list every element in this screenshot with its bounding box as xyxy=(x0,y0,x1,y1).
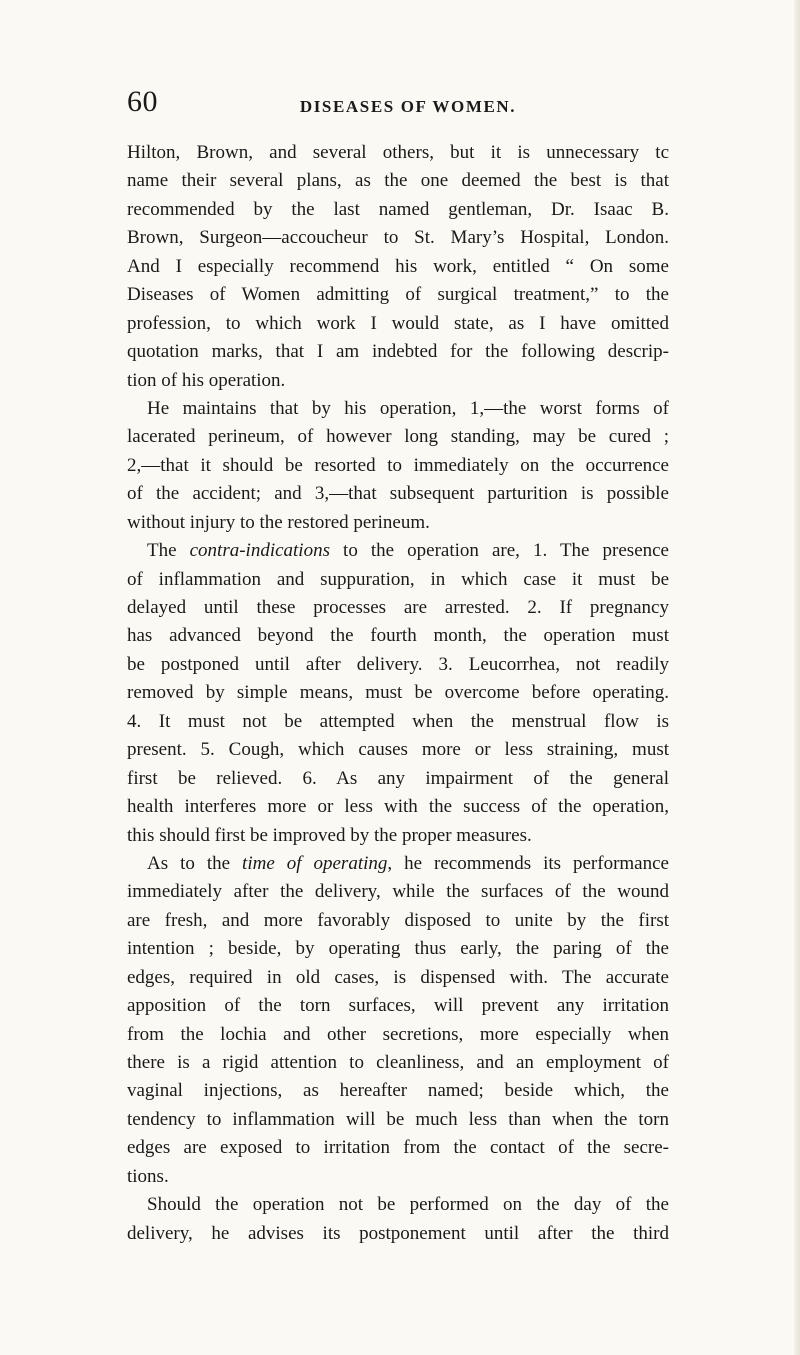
text-line: edges are exposed to irritation from the contact of the secre- xyxy=(127,1137,669,1159)
text-line: recommended by the last named gentleman, Dr. Isaac B. xyxy=(127,198,669,220)
paragraph xyxy=(127,1191,669,1248)
text-line: there is a rigid attention to cleanliness, and an employment of xyxy=(127,1052,669,1073)
text-line: Diseases of Women admitting of surgical treatment,” to the xyxy=(127,284,669,306)
text-line: this should first be improved by the proper measures. xyxy=(127,824,532,846)
text-line: first be relieved. 6. As any impairment of the general xyxy=(127,767,669,789)
text-line: of inflammation and suppuration, in which case it must be xyxy=(127,568,669,590)
text-line: removed by simple means, must be overcome before operating. xyxy=(127,682,669,704)
text-line: 2,—that it should be resorted to immediately on the occurrence xyxy=(127,454,669,476)
text-line: Hilton, Brown, and several others, but it is unnecessary tc xyxy=(127,142,669,163)
running-head: DISEASES OF WOMEN. xyxy=(299,97,517,116)
text-line-contra xyxy=(127,537,669,565)
text-line: And I especially recommend his work, entitled “ On some xyxy=(127,255,669,277)
text-line: from the lochia and other secretions, more especially when xyxy=(127,1023,669,1045)
text-line-prefix: As to the xyxy=(147,852,243,874)
italic-phrase: time of operating xyxy=(242,852,388,874)
text-line: health interferes more or less with the success of the operation, xyxy=(127,796,669,818)
page-edge-shadow xyxy=(794,0,800,1355)
text-line: are fresh, and more favorably disposed to unite by the first xyxy=(127,909,669,931)
text-line: 4. It must not be attempted when the menstrual flow is xyxy=(127,710,669,732)
text-line-suffix: , he recommends its performance xyxy=(387,852,669,874)
text-line: Brown, Surgeon—accoucheur to St. Mary’s Hospital, London. xyxy=(127,227,669,249)
text-line: Should the operation not be performed on the day of the xyxy=(147,1194,669,1216)
paragraph xyxy=(127,850,669,1191)
text-line: apposition of the torn surfaces, will prevent any irritation xyxy=(127,995,669,1017)
page-number: 60 xyxy=(127,85,158,118)
italic-phrase: contra-indications xyxy=(189,540,330,562)
text-line: He maintains that by his operation, 1,—the worst forms of xyxy=(147,397,669,419)
text-line: of the accident; and 3,—that subsequent parturition is possible xyxy=(127,483,669,505)
text-line-suffix: to the operation are, 1. The presence xyxy=(330,540,669,562)
text-line: intention ; beside, by operating thus early, the paring of the xyxy=(127,938,669,960)
body-text xyxy=(127,139,669,1248)
text-line: vaginal injections, as hereafter named; beside which, the xyxy=(127,1080,669,1102)
paragraph xyxy=(127,395,669,537)
text-line: delivery, he advises its postponement until after the third xyxy=(127,1222,669,1244)
text-line-time xyxy=(127,850,669,878)
text-line-prefix: The xyxy=(147,540,190,562)
text-line: immediately after the delivery, while the surfaces of the wound xyxy=(127,881,669,903)
text-line: tion of his operation. xyxy=(127,369,286,391)
text-line: be postponed until after delivery. 3. Leucorrhea, not readily xyxy=(127,653,669,675)
text-line: edges, required in old cases, is dispensed with. The accurate xyxy=(127,966,669,988)
paragraph xyxy=(127,537,669,850)
text-line: lacerated perineum, of however long standing, may be cured ; xyxy=(127,426,669,448)
paragraph xyxy=(127,139,669,395)
text-line: quotation marks, that I am indebted for the following descrip- xyxy=(127,341,669,363)
text-line: profession, to which work I would state, as I have omitted xyxy=(127,312,669,334)
text-line: tions. xyxy=(127,1165,169,1187)
text-line: present. 5. Cough, which causes more or less straining, must xyxy=(127,739,669,761)
text-line: has advanced beyond the fourth month, the operation must xyxy=(127,625,669,647)
text-line: delayed until these processes are arrested. 2. If pregnancy xyxy=(127,597,669,618)
text-line: tendency to inflammation will be much less than when the torn xyxy=(127,1108,669,1130)
text-line: without injury to the restored perineum. xyxy=(127,511,430,533)
text-line: name their several plans, as the one deemed the best is that xyxy=(127,170,669,192)
